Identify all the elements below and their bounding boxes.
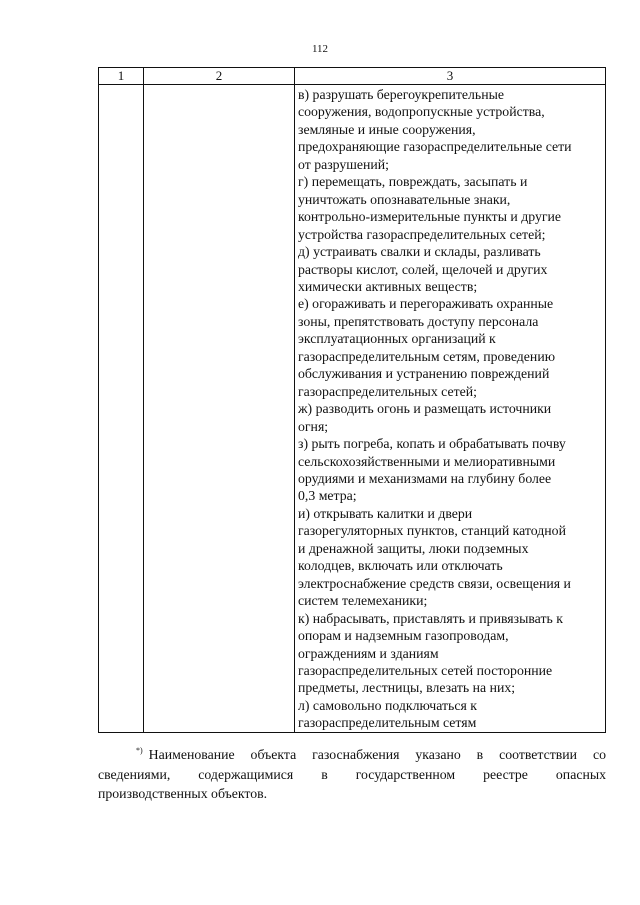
- footnote-line-1: [98, 741, 606, 765]
- footnote-line-2: сведениями, содержащимися в государственном реестре опасных: [98, 766, 606, 782]
- list-item: и) открывать калитки и двери газорегуляторных пунктов, станций катодной и дренажной защиты, люки подземных колодцев, включать или отключать электроснабжение средств связи, освещения и систем телемеханики;: [298, 505, 571, 609]
- list-item: з) рыть погреба, копать и обрабатывать почву сельскохозяйственными и мелиоративными орудиями и механизмами на глубину более 0,3 метра;: [298, 436, 566, 504]
- body-col-2: [144, 85, 295, 733]
- body-col-1: [99, 85, 144, 733]
- list-item: л) самовольно подключаться к газораспределительным сетям: [298, 697, 477, 731]
- footnote-text-1: Наименование объекта газоснабжения указано в соответствии со: [148, 747, 606, 762]
- list-item: в) разрушать берегоукрепительные сооружения, водопропускные устройства, земляные и иные сооружения, предохраняющие газораспределительные сети от разрушений;: [298, 87, 572, 172]
- footnote-line-3: производственных объектов.: [98, 786, 268, 801]
- footnote-marker: *): [136, 746, 143, 755]
- prohibitions-list-cell: [295, 85, 606, 733]
- header-col-3: 3: [295, 68, 606, 85]
- header-col-1: 1: [99, 68, 144, 85]
- list-item: д) устраивать свалки и склады, разливать растворы кислот, солей, щелочей и других химически активных веществ;: [298, 244, 548, 294]
- footnote: [98, 741, 606, 804]
- table-header-row: [99, 68, 606, 85]
- list-item: г) перемещать, повреждать, засыпать и уничтожать опознавательные знаки, контрольно-измерительные пункты и другие устройства газораспределительных сетей;: [298, 174, 562, 242]
- list-item: к) набрасывать, приставлять и привязывать к опорам и надземным газопроводам, ограждениям и зданиям газораспределительных сетей посторонние предметы, лестницы, влезать на них;: [298, 610, 563, 696]
- header-col-2: 2: [144, 68, 295, 85]
- list-item: ж) разводить огонь и размещать источники огня;: [298, 401, 552, 434]
- document-table: [98, 67, 606, 733]
- page-number: 112: [311, 43, 329, 55]
- list-item: е) огораживать и перегораживать охранные зоны, препятствовать доступу персонала эксплуатационных организаций к газораспределительным сетям, проведению обслуживания и устранению повреждений газораспределительных сетей;: [298, 296, 556, 399]
- table-body-row: [99, 85, 606, 733]
